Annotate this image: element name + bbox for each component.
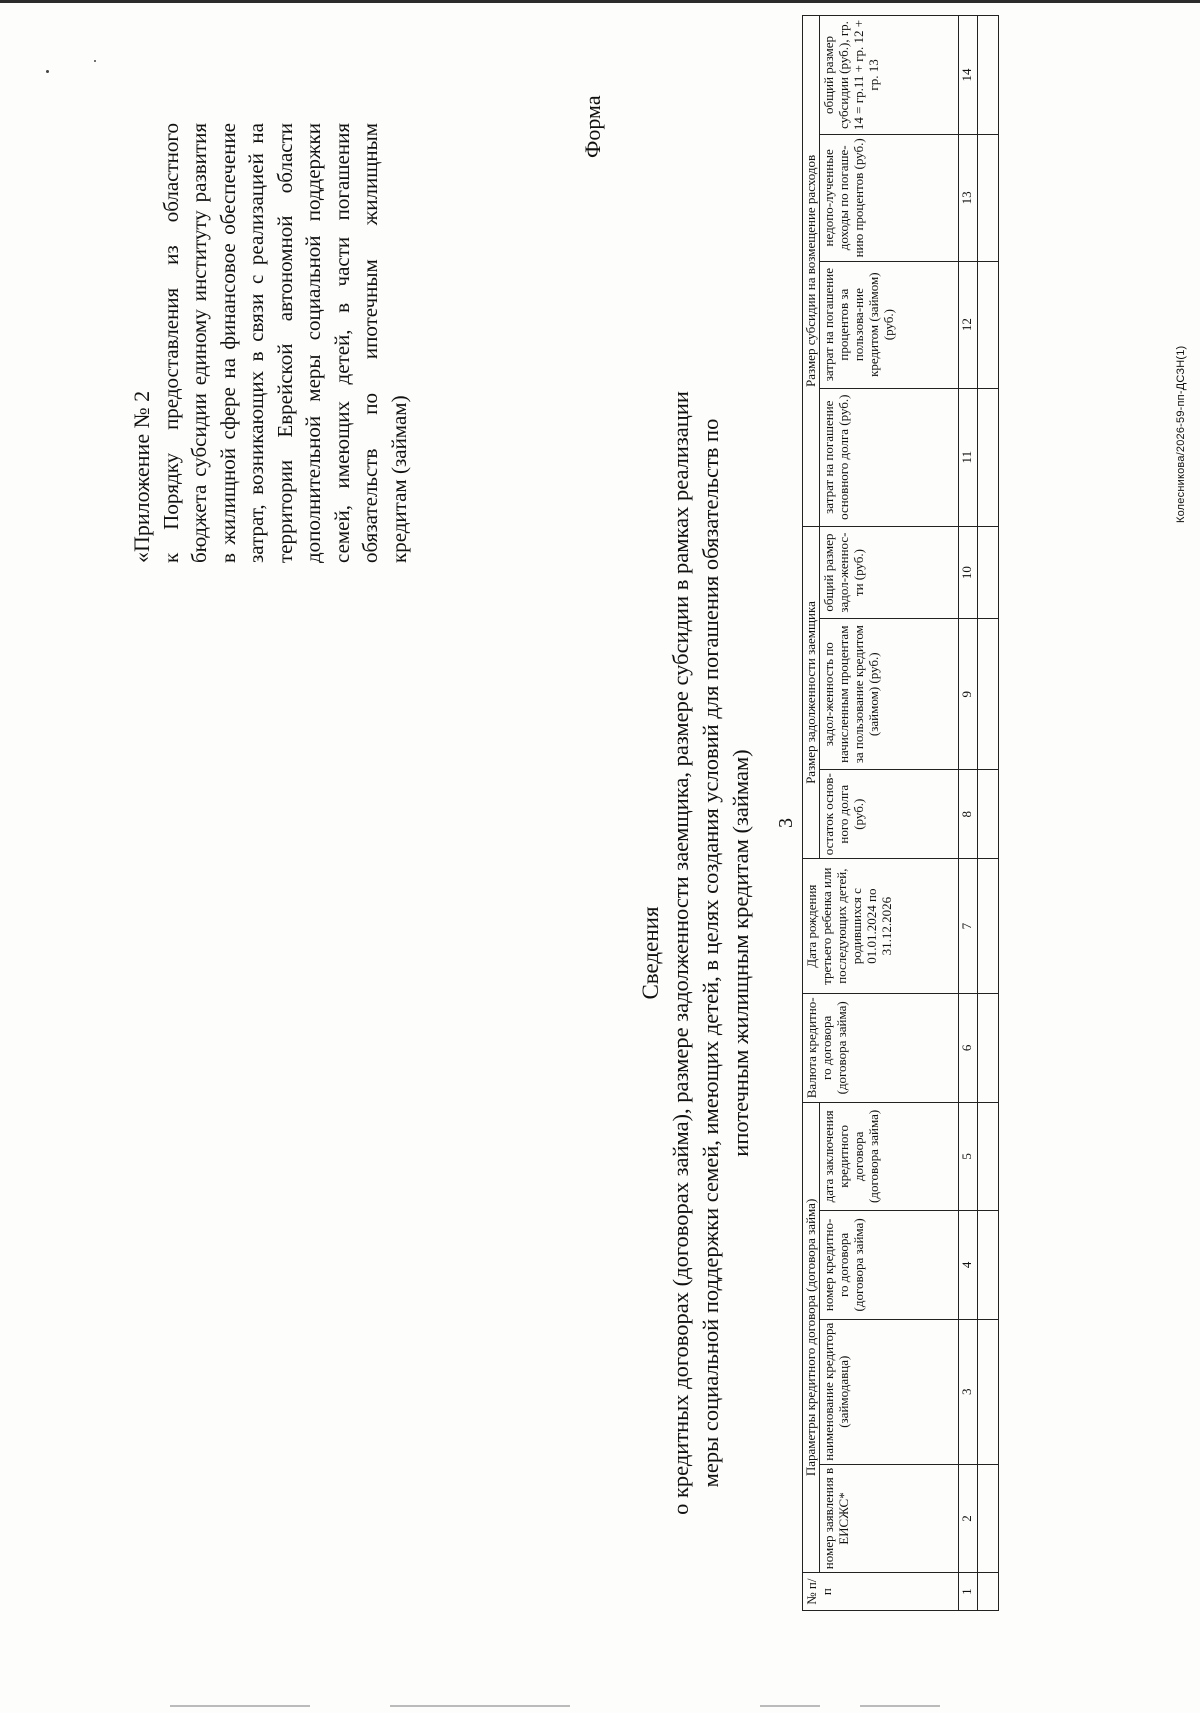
form-label: Форма xyxy=(580,95,605,158)
column-number-cell: 4 xyxy=(959,1211,978,1320)
table-row xyxy=(978,16,999,1611)
header-group-params: Параметры кредитного договора (договора займа) xyxy=(803,1102,820,1573)
header-group-debt: Размер задолженности заемщика xyxy=(803,526,820,858)
column-number-cell: 7 xyxy=(959,859,978,994)
header-contract-number: номер кредитно-го договора (договора займа) xyxy=(820,1211,959,1320)
scan-edge-bottom xyxy=(0,1705,1200,1708)
column-number-cell: 12 xyxy=(959,261,978,388)
appendix-block xyxy=(128,123,413,563)
heading-line: ипотечным жилищным кредитам (займам) xyxy=(728,749,753,1157)
header-lost-income: недопо-лученные доходы по погаше-нию процентов (руб.) xyxy=(820,134,959,261)
header-contract-date: дата заключения кредитного договора (договора займа) xyxy=(820,1102,959,1211)
column-number-cell: 3 xyxy=(959,1319,978,1464)
header-interest-debt: задол-женность по начисленным процентам за пользование кредитом (займом) (руб.) xyxy=(820,619,959,770)
header-number: № п/п xyxy=(803,1573,959,1611)
header-total-subsidy: общий размер субсидии (руб.), гр. 14 = гр.11 + гр. 12 + гр. 13 xyxy=(820,16,959,135)
heading-line: меры социальной поддержки семей, имеющих детей, в целях создания условий для погашения обязательств по xyxy=(698,418,723,1488)
column-number-cell: 6 xyxy=(959,994,978,1103)
header-subsidy-interest: затрат на погашение процентов за пользова-ние кредитом (займом) (руб.) xyxy=(820,261,959,388)
header-subsidy-principal: затрат на погашение основного долга (руб.) xyxy=(820,388,959,526)
header-group-subsidy: Размер субсидии на возмещение расходов xyxy=(803,16,820,527)
page-number: 3 xyxy=(775,818,797,828)
column-number-cell: 14 xyxy=(959,16,978,135)
header-birth-date: Дата рождения третьего ребенка или последующих детей, родившихся с 01.01.2024 по 31.12.2026 xyxy=(803,859,959,994)
header-application-number: номер заявления в ЕИСЖС* xyxy=(820,1464,959,1573)
column-number-cell: 8 xyxy=(959,770,978,859)
column-number-cell: 10 xyxy=(959,526,978,619)
header-total-debt: общий размер задол-женнос-ти (руб.) xyxy=(820,526,959,619)
column-number-cell: 13 xyxy=(959,134,978,261)
appendix-title: «Приложение № 2 xyxy=(129,390,154,563)
column-number-cell: 11 xyxy=(959,388,978,526)
column-number-cell: 5 xyxy=(959,1102,978,1211)
heading-title: Сведения xyxy=(638,906,663,1000)
column-number-cell: 9 xyxy=(959,619,978,770)
document-heading xyxy=(636,243,756,1663)
column-number-cell: 2 xyxy=(959,1464,978,1573)
data-table xyxy=(802,15,999,1611)
header-creditor: наименование кредитора (займодавца) xyxy=(820,1319,959,1464)
heading-line: о кредитных договорах (договорах займа), размере задолженности заемщика, размере субсидии в рамках реализации xyxy=(668,391,693,1515)
column-number-cell: 1 xyxy=(959,1573,978,1611)
signature-line: Колесникова/2026-59-пп-ДСЗН(1) xyxy=(1175,345,1187,523)
appendix-body: к Порядку предоставления из областного бюджета субсидии единому институту развития в жилищной сфере на финансовое обеспечение затрат, возникающих в связи с реализацией на территории Еврейской автономной области дополнительной меры социальной поддержки семей, имеющих детей, в части погашения обязательств по ипотечным жилищным кредитам (займам) xyxy=(158,123,411,563)
header-currency: Валюта кредитно-го договора (договора займа) xyxy=(803,994,959,1103)
header-principal-balance: остаток основ-ного долга (руб.) xyxy=(820,770,959,859)
